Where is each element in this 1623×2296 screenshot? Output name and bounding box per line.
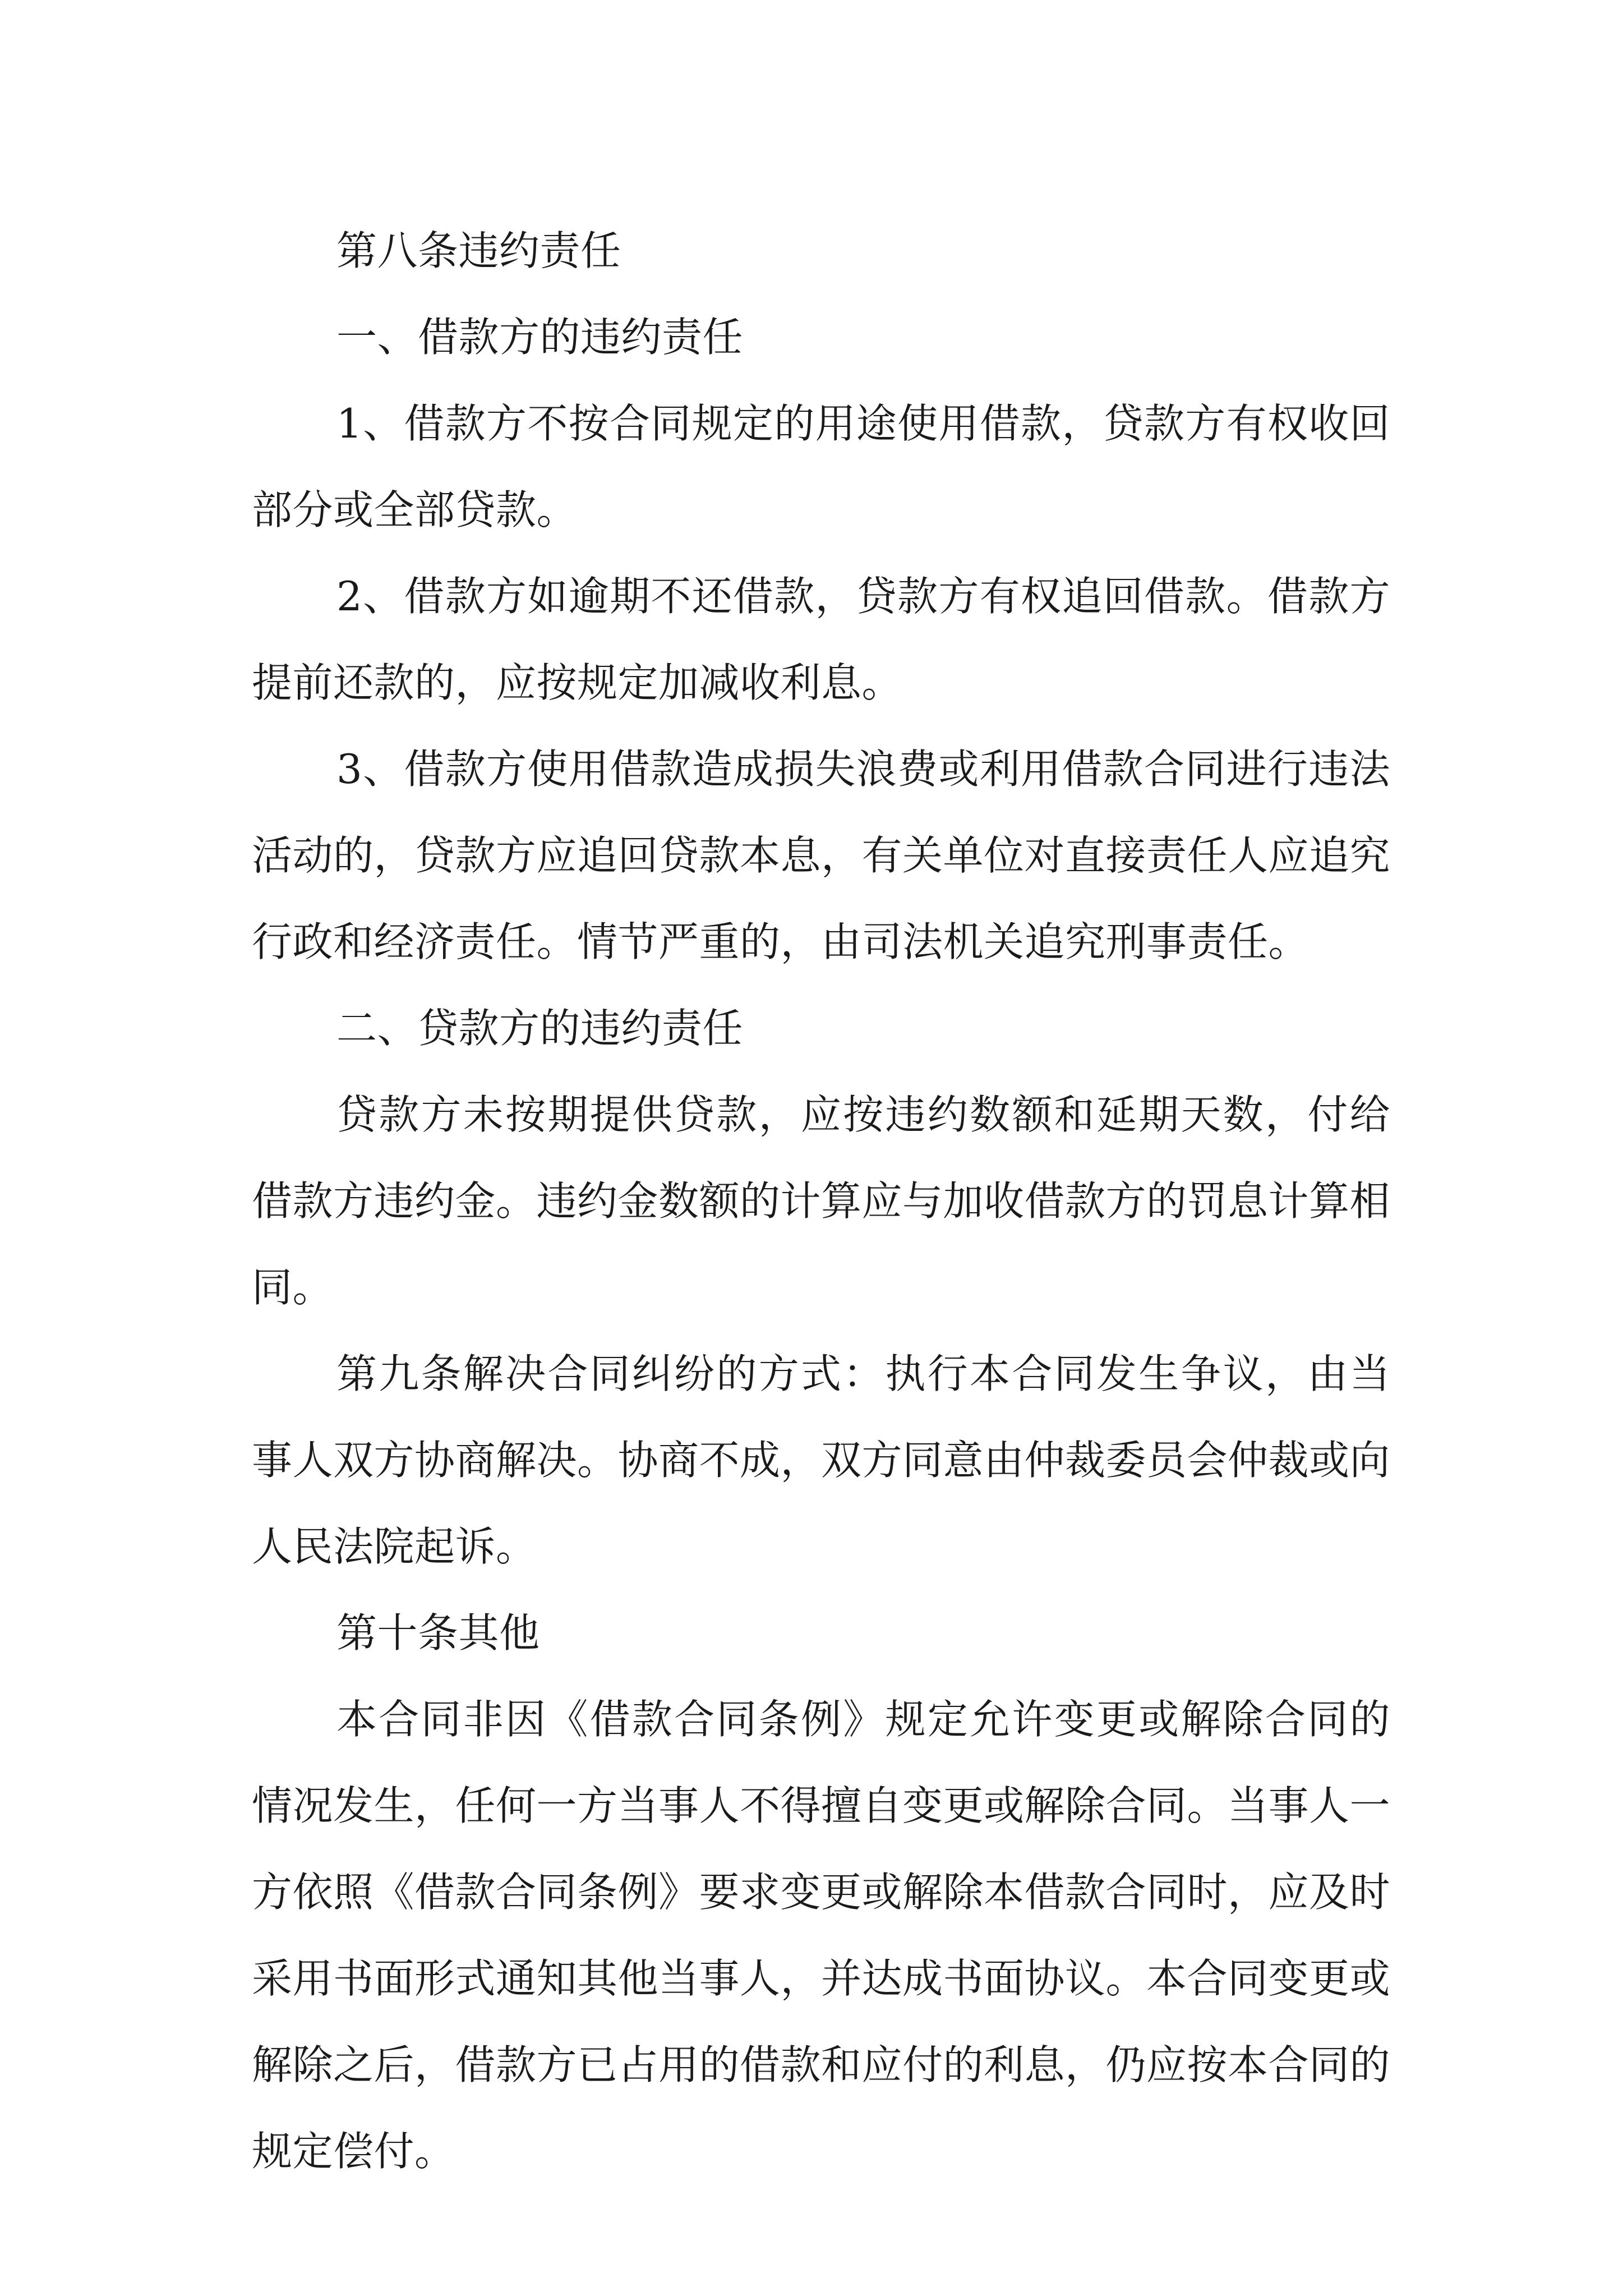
article-8-heading: 第八条违约责任: [336, 227, 621, 274]
article-10-heading: 第十条其他: [336, 1609, 540, 1657]
clause-3-paragraph: 3、借款方使用借款造成损失浪费或利用借款合同进行违法活动的，贷款方应追回贷款本息，有关单位对直接责任人应追究行政和经济责任。情节严重的，由司法机关追究刑事责任。: [252, 746, 1391, 965]
document-body: [252, 208, 1390, 2194]
article-9-paragraph: 第九条解决合同纠纷的方式：执行本合同发生争议，由当事人双方协商解决。协商不成，双方同意由仲裁委员会仲裁或向人民法院起诉。: [252, 1350, 1391, 1570]
article-10-paragraph: 本合同非因《借款合同条例》规定允许变更或解除合同的情况发生，任何一方当事人不得擅自变更或解除合同。当事人一方依照《借款合同条例》要求变更或解除本借款合同时，应及时采用书面形式通知其他当事人，并达成书面协议。本合同变更或解除之后，借款方已占用的借款和应付的利息，仍应按本合同的规定偿付。: [252, 1696, 1391, 2175]
section-lender-liability-heading: 二、贷款方的违约责任: [336, 1005, 744, 1052]
clause-1-paragraph: 1、借款方不按合同规定的用途使用借款，贷款方有权收回部分或全部贷款。: [252, 400, 1390, 533]
section-borrower-liability-heading: 一、借款方的违约责任: [336, 314, 744, 361]
clause-2-paragraph: 2、借款方如逾期不还借款，贷款方有权追回借款。借款方提前还款的，应按规定加减收利息。: [252, 573, 1390, 706]
lender-liability-paragraph: 贷款方未按期提供贷款，应按违约数额和延期天数，付给借款方违约金。违约金数额的计算应与加收借款方的罚息计算相同。: [252, 1091, 1391, 1311]
